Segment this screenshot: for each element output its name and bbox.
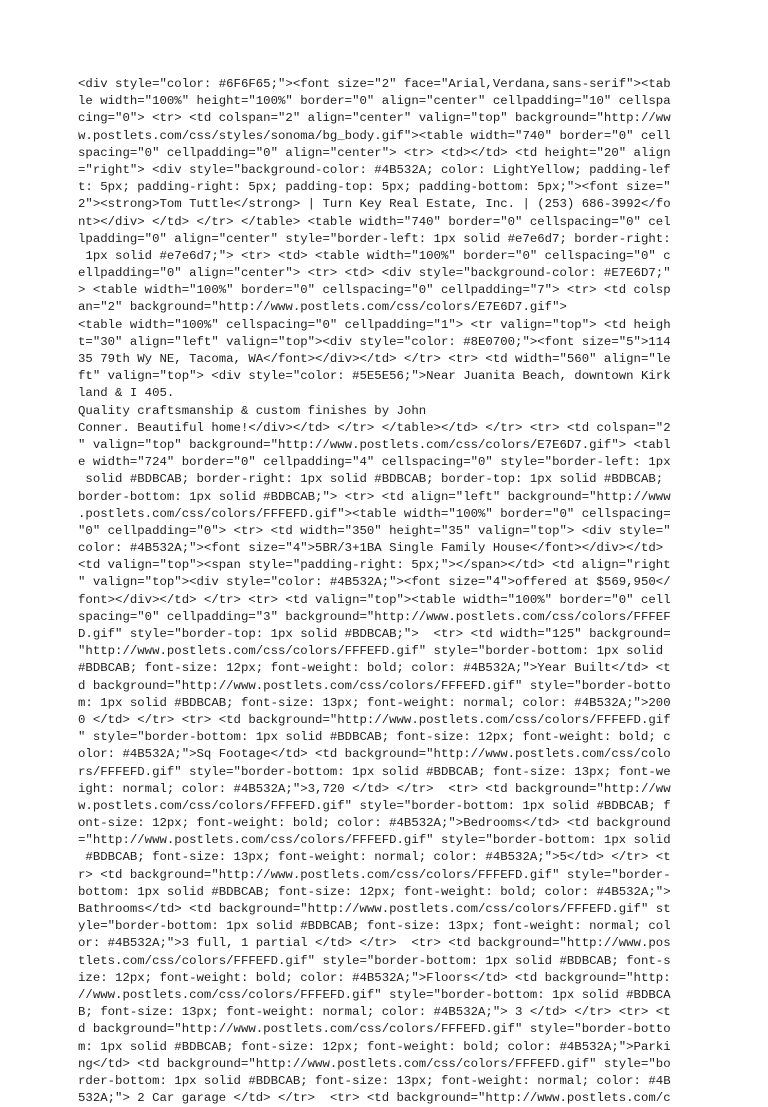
source-line: border-bottom: 1px solid #BDBCAB;"> <tr> <td align="left" background="http://www (78, 489, 671, 504)
source-line: 35 79th Wy NE, Tacoma, WA</font></div></td> </tr> <tr> <td width="560" align="le (78, 352, 671, 366)
source-line: yle="border-bottom: 1px solid #BDBCAB; font-size: 13px; font-weight: normal; col (78, 919, 671, 934)
source-line: .postlets.com/css/colors/FFFEFD.gif"><table width="100%" border="0" cellspacing= (78, 506, 671, 521)
source-line: //www.postlets.com/css/colors/FFFEFD.gif" style="border-bottom: 1px solid #BDBCA (78, 987, 671, 1002)
source-line: ="right"> <div style="background-color: #4B532A; color: LightYellow; padding-lef (78, 162, 671, 177)
source-line: font></div></td> </tr> <tr> <td valign="top"><table width="100%" border="0" cell (78, 592, 671, 607)
source-line: color: #4B532A;"><font size="4">5BR/3+1BA Single Family House</font></div></td> (78, 541, 664, 556)
source-line: rs/FFFEFD.gif" style="border-bottom: 1px solid #BDBCAB; font-size: 13px; font-we (78, 764, 671, 779)
source-line: ="http://www.postlets.com/css/colors/FFFEFD.gif" style="border-bottom: 1px solid (78, 833, 671, 848)
source-line: e width="724" border="0" cellpadding="4" cellspacing="0" style="border-left: 1px (78, 455, 671, 470)
source-line: <td valign="top"><span style="padding-right: 5px;"></span></td> <td align="right (78, 558, 671, 573)
source-line: " valign="top"><div style="color: #4B532A;"><font size="4">offered at $569,950</ (78, 575, 671, 590)
source-line: t: 5px; padding-right: 5px; padding-top: 5px; padding-bottom: 5px;"><font size=" (78, 180, 671, 195)
source-line: d background="http://www.postlets.com/css/colors/FFFEFD.gif" style="border-botto (78, 1022, 671, 1037)
source-line: "http://www.postlets.com/css/colors/FFFEFD.gif" style="border-bottom: 1px solid (78, 644, 664, 659)
source-line: le width="100%" height="100%" border="0" align="center" cellpadding="10" cellspa (78, 94, 671, 109)
source-line: ight: normal; color: #4B532A;">3,720 </td> </tr> <tr> <td background="http://ww (78, 781, 671, 796)
source-line: spacing="0" cellpadding="3" background="http://www.postlets.com/css/colors/FFFEF (78, 609, 671, 624)
source-line: cing="0"> <tr> <td colspan="2" align="center" valign="top" background="http://ww (78, 111, 671, 126)
source-line: or: #4B532A;">3 full, 1 partial </td> </tr> <tr> <td background="http://www.pos (78, 936, 671, 951)
source-line: "0" cellpadding="0"> <tr> <td width="350" height="35" valign="top"> <div style=" (78, 523, 671, 538)
source-line: B; font-size: 13px; font-weight: normal; color: #4B532A;"> 3 </td> </tr> <tr> <t (78, 1005, 671, 1020)
source-line: ft" valign="top"> <div style="color: #5E5E56;">Near Juanita Beach, downtown Kirk (78, 369, 671, 384)
source-line: lpadding="0" align="center" style="border-left: 1px solid #e7e6d7; border-right: (78, 231, 671, 246)
source-line: <table width="100%" cellspacing="0" cellpadding="1"> <tr valign="top"> <td heigh (78, 317, 671, 332)
source-line: land & I 405. (78, 386, 175, 401)
source-line: d background="http://www.postlets.com/css/colors/FFFEFD.gif" style="border-botto (78, 678, 671, 693)
source-line: Bathrooms</td> <td background="http://www.postlets.com/css/colors/FFFEFD.gif" st (78, 902, 671, 916)
source-line: #BDBCAB; font-size: 13px; font-weight: normal; color: #4B532A;">5</td> </tr> <t (78, 850, 671, 865)
source-line: > <table width="100%" border="0" cellspacing="0" cellpadding="7"> <tr> <td colsp (78, 283, 671, 298)
source-line: ellpadding="0" align="center"> <tr> <td> <div style="background-color: #E7E6D7;" (78, 266, 671, 281)
source-line: an="2" background="http://www.postlets.com/css/colors/E7E6D7.gif"> (78, 300, 567, 315)
source-line: t="30" align="left" valign="top"><div style="color: #8E0700;"><font size="5">114 (78, 334, 671, 349)
source-line: Conner. Beautiful home!</div></td> </tr> </table></td> </tr> <tr> <td colspan="2 (78, 420, 671, 435)
source-line: #BDBCAB; font-size: 12px; font-weight: bold; color: #4B532A;">Year Built</td> <t (78, 661, 671, 676)
source-line: spacing="0" cellpadding="0" align="center"> <tr> <td></td> <td height="20" align (78, 145, 671, 160)
source-line: 1px solid #e7e6d7;"> <tr> <td> <table width="100%" border="0" cellspacing="0" c (78, 248, 671, 263)
source-line: ize: 12px; font-weight: bold; color: #4B532A;">Floors</td> <td background="http: (78, 970, 671, 985)
html-source-text (78, 76, 698, 1107)
source-line: Quality craftsmanship & custom finishes by John (78, 403, 427, 418)
source-line: 2"><strong>Tom Tuttle</strong> | Turn Key Real Estate, Inc. | (253) 686-3992</fo (78, 197, 671, 212)
source-line: D.gif" style="border-top: 1px solid #BDBCAB;"> <tr> <td width="125" background= (78, 627, 671, 641)
source-line: m: 1px solid #BDBCAB; font-size: 12px; font-weight: bold; color: #4B532A;">Parki (78, 1039, 671, 1054)
source-line: bottom: 1px solid #BDBCAB; font-size: 12px; font-weight: bold; color: #4B532A;"> (78, 884, 671, 899)
source-line: 532A;"> 2 Car garage </td> </tr> <tr> <td background="http://www.postlets.com/c (78, 1091, 671, 1106)
source-line: w.postlets.com/css/styles/sonoma/bg_body.gif"><table width="740" border="0" cell (78, 128, 671, 143)
source-line: ont-size: 12px; font-weight: bold; color: #4B532A;">Bedrooms</td> <td background (78, 816, 671, 831)
source-line: <div style="color: #6F6F65;"><font size="2" face="Arial,Verdana,sans-serif"><tab (78, 77, 671, 91)
source-line: rder-bottom: 1px solid #BDBCAB; font-size: 13px; font-weight: normal; color: #4B (78, 1073, 671, 1088)
source-line: olor: #4B532A;">Sq Footage</td> <td background="http://www.postlets.com/css/colo (78, 747, 671, 762)
source-line: r> <td background="http://www.postlets.com/css/colors/FFFEFD.gif" style="border- (78, 867, 671, 882)
source-line: ng</td> <td background="http://www.postlets.com/css/colors/FFFEFD.gif" style="bo (78, 1056, 671, 1071)
source-line: 0 </td> </tr> <tr> <td background="http://www.postlets.com/css/colors/FFFEFD.gif (78, 712, 671, 727)
source-line: " style="border-bottom: 1px solid #BDBCAB; font-size: 12px; font-weight: bold; c (78, 730, 671, 745)
source-line: tlets.com/css/colors/FFFEFD.gif" style="border-bottom: 1px solid #BDBCAB; font-s (78, 953, 671, 968)
source-line: w.postlets.com/css/colors/FFFEFD.gif" style="border-bottom: 1px solid #BDBCAB; f (78, 798, 671, 813)
source-line: m: 1px solid #BDBCAB; font-size: 13px; font-weight: normal; color: #4B532A;">200 (78, 695, 671, 710)
source-line: " valign="top" background="http://www.postlets.com/css/colors/E7E6D7.gif"> <tabl (78, 437, 671, 452)
source-line: solid #BDBCAB; border-right: 1px solid #BDBCAB; border-top: 1px solid #BDBCAB; (78, 472, 664, 487)
source-line: nt></div> </td> </tr> </table> <table width="740" border="0" cellspacing="0" cel (78, 214, 671, 229)
